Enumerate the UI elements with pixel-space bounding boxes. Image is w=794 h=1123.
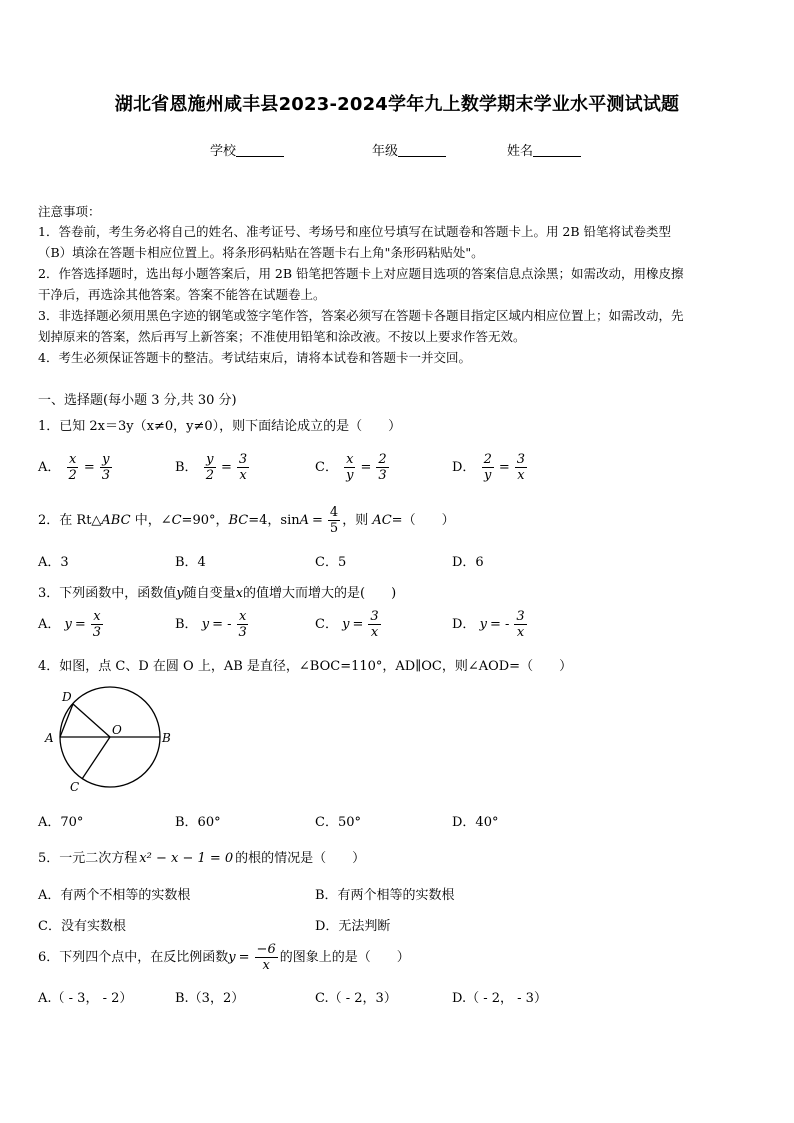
point-o-label: O (112, 723, 122, 737)
point-a-label: A (45, 731, 54, 745)
segment-oc (82, 737, 110, 779)
option-label: D． (452, 460, 476, 475)
q3-lhs: y (479, 617, 487, 632)
q6-text: = (238, 950, 250, 965)
option-label: A． (38, 460, 61, 475)
fraction-denominator: 3 (238, 625, 247, 640)
q6-option-d: D.（ - 2， - 3） (452, 991, 547, 1006)
point-b-label: B (162, 731, 171, 745)
notes-heading: 注意事项： (38, 204, 101, 219)
q3-lhs: y (342, 617, 350, 632)
q5-equation: x² − x − 1 = 0 (139, 851, 234, 866)
q6-option-c: C.（ - 2，3） (315, 991, 397, 1006)
fraction-numerator: x (69, 452, 77, 467)
grade-label: 年级 (372, 144, 399, 159)
fraction-denominator: 3 (92, 625, 102, 640)
q6-text: y (228, 950, 236, 965)
q2-text: =（ ） (391, 513, 455, 528)
question-3-stem (38, 582, 396, 601)
circle-figure (40, 684, 180, 796)
name-blank (533, 142, 581, 157)
fraction-numerator: 3 (516, 609, 525, 624)
school-field (210, 140, 284, 159)
fraction-denominator: 5 (329, 521, 339, 536)
q1-option-a: A． $\frac{x}{2}$ = $\frac{y}{3}$ (38, 452, 110, 483)
fraction-numerator: 3 (370, 609, 379, 624)
q2-text: 中，∠ (130, 513, 172, 528)
q3-text: 随自变量 (183, 586, 236, 601)
q4-option-c: C．50° (315, 815, 361, 830)
point-c-label: C (70, 780, 80, 794)
fraction-numerator: 3 (516, 452, 526, 467)
q3-text: 3．下列函数中，函数值 (38, 586, 177, 601)
q1-option-d: D． $\frac{2}{y}$ = $\frac{3}{x}$ (452, 452, 526, 483)
q2-text: BC (228, 513, 249, 528)
fraction-numerator: −6 (256, 942, 276, 957)
fraction-denominator: 3 (378, 468, 387, 483)
q6-text: 6．下列四个点中，在反比例函数 (38, 950, 229, 965)
school-label: 学校 (210, 144, 237, 159)
section-heading: 一、选择题(每小题 3 分,共 30 分) (38, 393, 237, 408)
note-line: 干净后，再选涂其他答案。答案不能答在试题卷上。 (38, 287, 326, 302)
q3-lhs: y (64, 617, 72, 632)
q2-text: =4，sin (248, 513, 300, 528)
q3-option-c (315, 609, 383, 640)
q4-option-a: A．70° (38, 815, 84, 830)
note-line: 划掉原来的答案，然后再写上新答案；不准使用铅笔和涂改液。不按以上要求作答无效。 (38, 329, 526, 344)
q2-text: 2．在 Rt△ (38, 513, 102, 528)
q5-option-b: B．有两个相等的实数根 (315, 888, 455, 903)
q2-text: =90°， (181, 513, 229, 528)
fraction-denominator: y (484, 468, 492, 483)
q2-text: C (171, 513, 182, 528)
q5-text: 5．一元二次方程 (38, 851, 138, 866)
q2-text: AC (372, 513, 392, 528)
fraction-denominator: x (370, 625, 379, 640)
option-label: C． (315, 460, 338, 475)
q5-option-a: A．有两个不相等的实数根 (38, 888, 191, 903)
question-6-stem (38, 942, 410, 973)
option-label: D． (452, 617, 476, 632)
q3-text: y (176, 586, 184, 601)
grade-blank (398, 142, 446, 157)
fraction-numerator: 4 (329, 505, 339, 520)
q2-option-b: B．4 (175, 555, 206, 570)
note-line: （B）填涂在答题卡相应位置上。将条形码粘贴在答题卡右上角"条形码粘贴处"。 (38, 245, 484, 260)
q6-option-a: A.（ - 3， - 2） (38, 991, 133, 1006)
q3-lhs: y (201, 617, 210, 632)
q2-option-d: D．6 (452, 555, 484, 570)
option-label: A． (38, 617, 61, 632)
fraction-denominator: x (517, 468, 525, 483)
point-d-label: D (62, 690, 72, 704)
q3-text: x (235, 586, 243, 601)
q2-text: ，则 (342, 513, 373, 528)
q3-sign: = (74, 617, 86, 632)
q3-text: 的值增大而增大的是( ) (243, 586, 397, 601)
fraction-denominator: x (516, 625, 525, 640)
segment-ad (60, 704, 73, 737)
fraction-numerator: x (93, 609, 101, 624)
q5-text: 的根的情况是（ ） (235, 851, 366, 866)
fraction-denominator: y (346, 468, 354, 483)
q2-text: ABC (101, 513, 131, 528)
q6-option-b: B.（3，2） (175, 991, 245, 1006)
q1-option-b: B． $\frac{y}{2}$ = $\frac{3}{x}$ (175, 452, 248, 483)
q2-option-a: A．3 (38, 555, 69, 570)
option-label: C． (315, 617, 338, 632)
segment-od (73, 704, 110, 737)
fraction-numerator: 2 (378, 452, 387, 467)
school-blank (236, 142, 284, 157)
fraction-numerator: 3 (238, 452, 248, 467)
q5-option-d: D．无法判断 (315, 919, 391, 934)
q3-option-b (175, 609, 251, 640)
note-line: 2．作答选择题时，选出每小题答案后，用 2B 铅笔把答题卡上对应题目选项的答案信息点涂黑；如需改动，用橡皮擦 (38, 266, 684, 281)
option-label: B． (175, 460, 198, 475)
q5-option-c: C．没有实数根 (38, 919, 126, 934)
q2-option-c: C．5 (315, 555, 347, 570)
q4-option-d: D．40° (452, 815, 499, 830)
name-label: 姓名 (507, 144, 534, 159)
q3-option-a (38, 609, 105, 640)
question-2-stem (38, 505, 455, 536)
q3-sign: = (352, 617, 364, 632)
question-1-stem: 1．已知 2x＝3y（x≠0，y≠0），则下面结论成立的是（ ） (38, 419, 402, 434)
fraction-numerator: x (238, 609, 247, 624)
q3-sign: = - (489, 617, 510, 632)
fraction-denominator: 2 (205, 468, 214, 483)
option-label: B． (175, 617, 198, 632)
q2-text: A (299, 513, 309, 528)
note-line: 4．考生必须保证答题卡的整洁。考试结束后，请将本试卷和答题卡一并交回。 (38, 350, 471, 365)
note-line: 1．答卷前，考生务必将自己的姓名、准考证号、考场号和座位号填写在试题卷和答题卡上。用 2B 铅笔将试卷类型 (38, 224, 672, 239)
q1-option-c: C． $\frac{x}{y}$ = $\frac{2}{3}$ (315, 452, 387, 483)
name-field (507, 140, 581, 159)
q6-text: 的图象上的是（ ） (279, 950, 410, 965)
q3-sign: = - (212, 617, 232, 632)
page-title: 湖北省恩施州咸丰县2023-2024学年九上数学期末学业水平测试试题 (114, 94, 680, 115)
fraction-denominator: x (239, 468, 247, 483)
fraction-denominator: 2 (68, 468, 77, 483)
fraction-denominator: x (262, 958, 270, 973)
fraction-numerator: y (102, 452, 110, 467)
fraction-numerator: x (346, 452, 354, 467)
question-4-stem: 4．如图，点 C、D 在圆 O 上，AB 是直径，∠BOC=110°，AD∥OC，则∠AOD=（ ） (38, 659, 573, 674)
fraction-numerator: y (206, 452, 214, 467)
q4-option-b: B．60° (175, 815, 221, 830)
fraction-denominator: 3 (101, 468, 110, 483)
q3-option-d (452, 609, 529, 640)
q2-text: = (312, 513, 323, 528)
question-5-stem (38, 847, 365, 866)
note-line: 3．非选择题必须用黑色字迹的钢笔或签字笔作答，答案必须写在答题卡各题目指定区域内相应位置上；如需改动，先 (38, 308, 684, 323)
grade-field (372, 140, 446, 159)
fraction-numerator: 2 (483, 452, 492, 467)
